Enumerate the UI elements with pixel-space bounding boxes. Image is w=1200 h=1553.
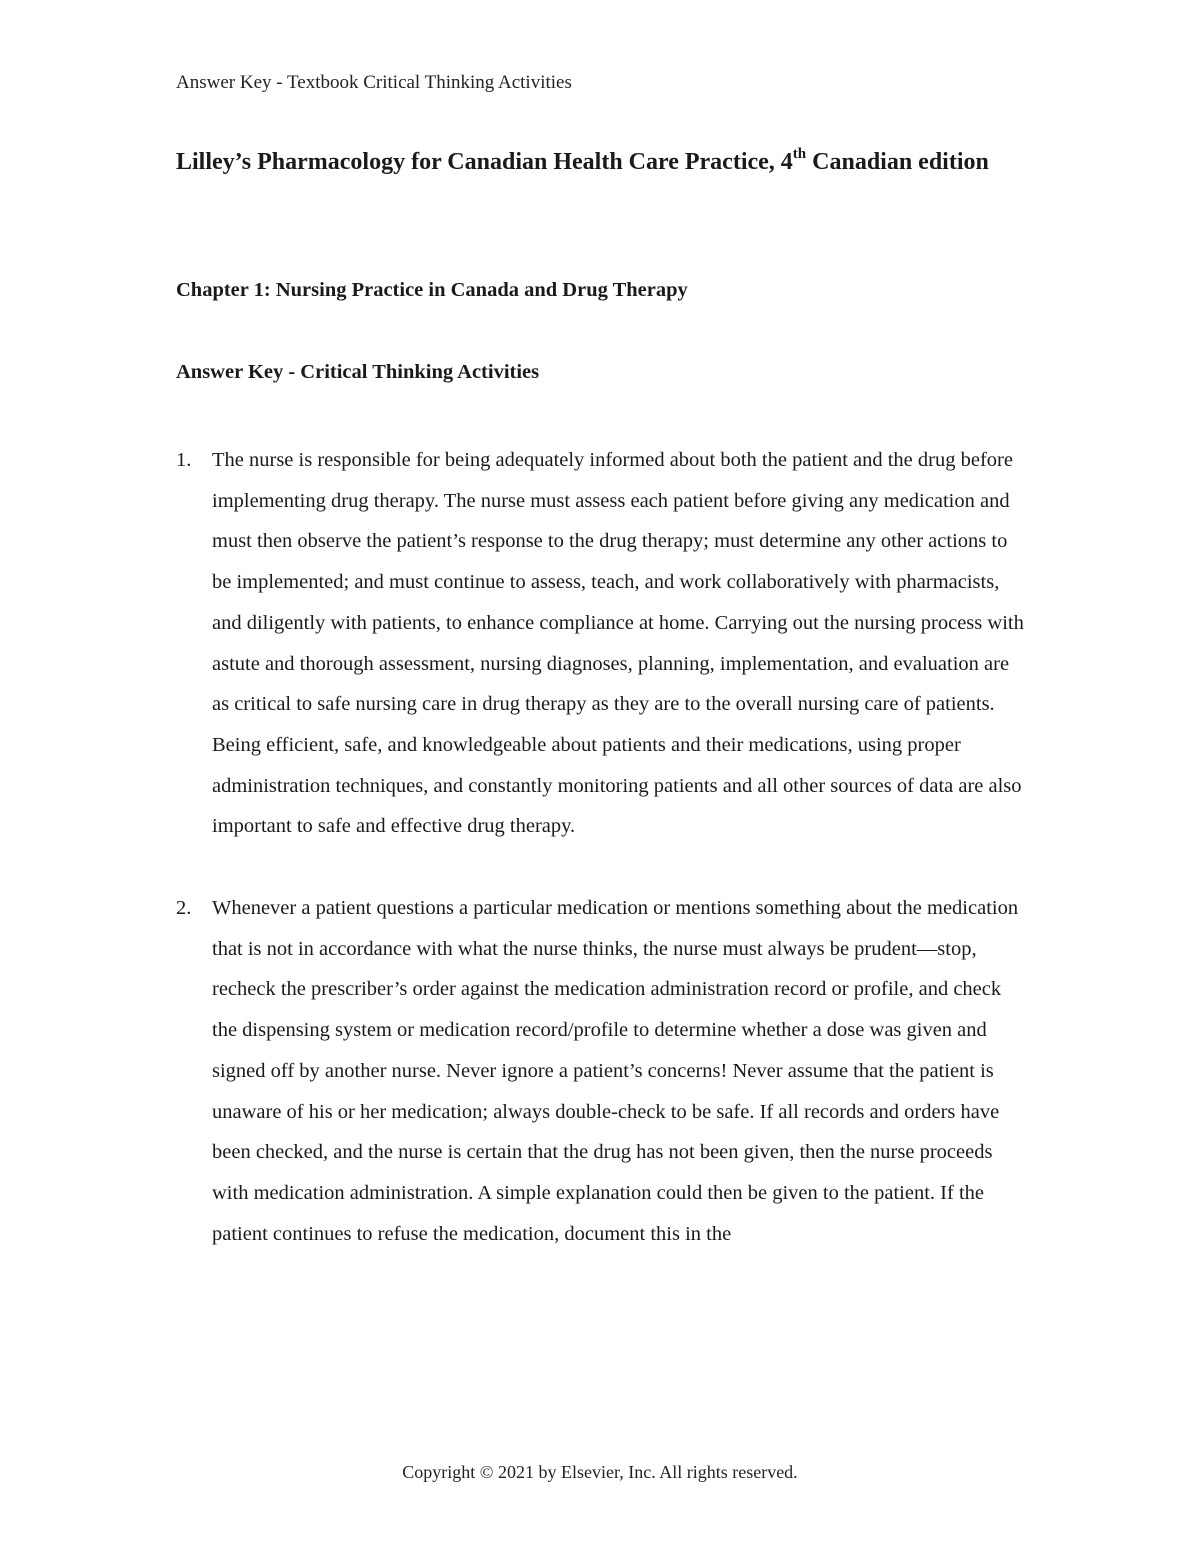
answer-number: 1. [176, 449, 192, 471]
chapter-title: Chapter 1: Nursing Practice in Canada and Drug Therapy [176, 279, 688, 301]
section-title: Answer Key - Critical Thinking Activities [176, 361, 540, 383]
answer-text: The nurse is responsible for being adequately informed about both the patient and the drug before implementing drug therapy. The nurse must assess each patient before giving any medication and must then observe the patient’s response to the drug therapy; must determine any other actions to be implemented; and must continue to assess, teach, and work collaboratively with pharmacists, and diligently with patients, to enhance compliance at home. Carrying out the nursing process with astute and thorough assessment, nursing diagnoses, planning, implementation, and evaluation are as critical to safe nursing care in drug therapy as they are to the overall nursing care of patients. Being efficient, safe, and knowledgeable about patients and their medications, using proper administration techniques, and constantly monitoring patients and all other sources of data are also important to safe and effective drug therapy. [212, 449, 1024, 838]
answer-item-1 [176, 440, 1036, 847]
answer-text: Whenever a patient questions a particular medication or mentions something about the medication that is not in accordance with what the nurse thinks, the nurse must always be prudent—stop, recheck the prescriber’s order against the medication administration record or profile, and check the dispensing system or medication record/profile to determine whether a dose was given and signed off by another nurse. Never ignore a patient’s concerns! Never assume that the patient is unaware of his or her medication; always double-check to be safe. If all records and orders have been checked, and the nurse is certain that the drug has not been given, then the nurse proceeds with medication administration. A simple explanation could then be given to the patient. If the patient continues to refuse the medication, document this in the [212, 897, 1019, 1245]
copyright-footer: Copyright © 2021 by Elsevier, Inc. All rights reserved. [402, 1462, 798, 1482]
edition-superscript: th [792, 146, 807, 162]
book-title-prefix: Lilley’s Pharmacology for Canadian Health Care Practice, 4 [176, 149, 793, 175]
book-title [176, 138, 1036, 186]
book-title-suffix: Canadian edition [806, 149, 989, 175]
answer-number: 2. [176, 897, 192, 920]
answer-list [176, 440, 1036, 1254]
answer-item-2 [176, 888, 1036, 1254]
running-header: Answer Key - Textbook Critical Thinking Activities [176, 72, 572, 93]
